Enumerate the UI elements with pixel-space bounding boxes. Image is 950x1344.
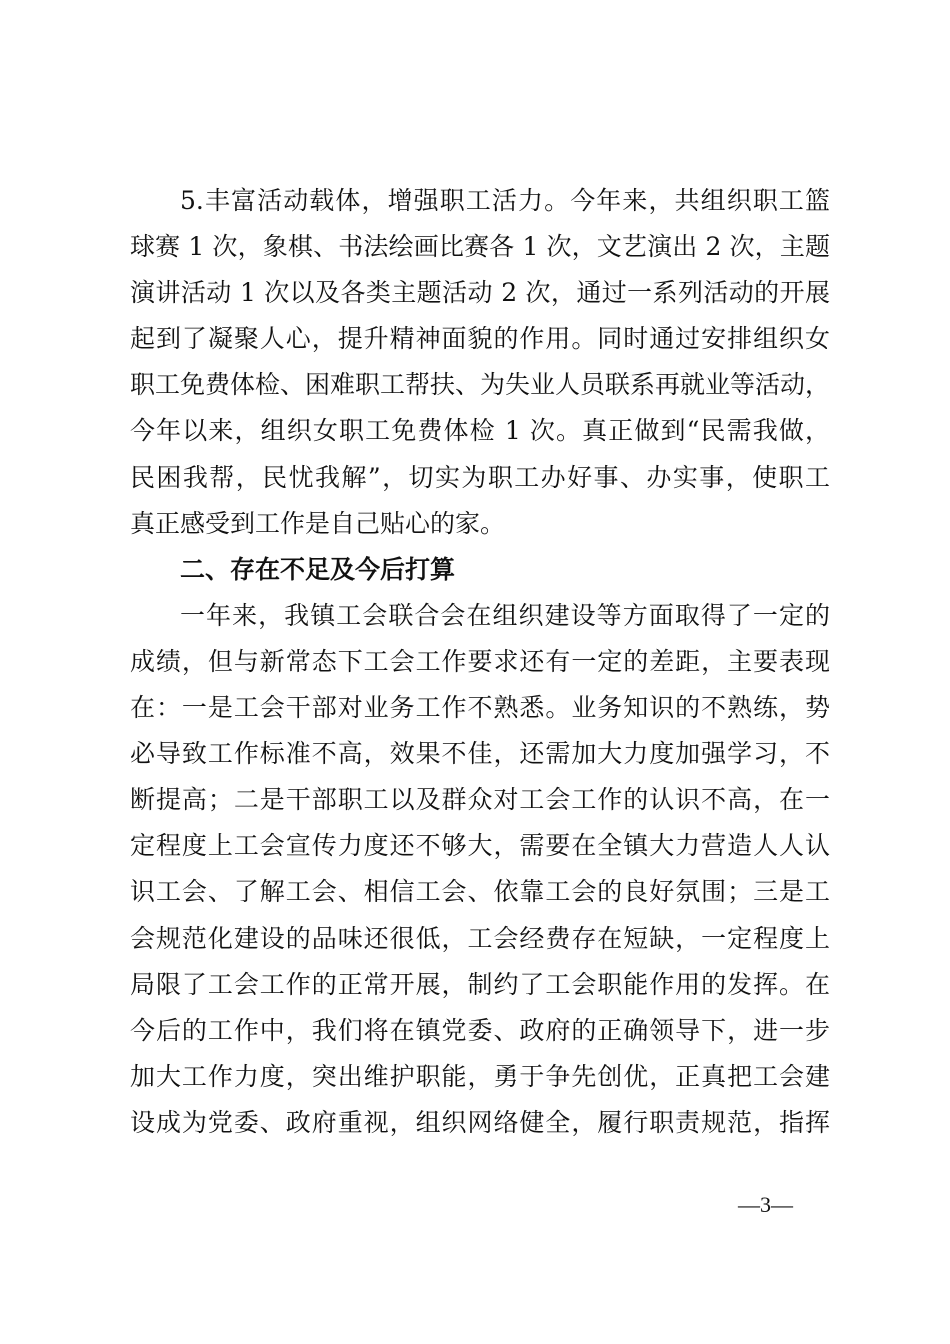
page-number: —3— <box>738 1192 793 1217</box>
text-line: 民困我帮，民忧我解”，切实为职工办好事、办实事，使职工 <box>130 462 830 492</box>
text-line: 一年来，我镇工会联合会在组织建设等方面取得了一定的 <box>180 600 830 630</box>
text-line: 定程度上工会宣传力度还不够大，需要在全镇大力营造人人认 <box>130 831 830 861</box>
paragraph-shortcomings <box>130 593 830 1146</box>
section-heading: 二、存在不足及今后打算 <box>180 554 456 584</box>
text-line: 今后的工作中，我们将在镇党委、政府的正确领导下，进一步 <box>130 1015 830 1045</box>
text-line: 今年以来，组织女职工免费体检 1 次。真正做到“民需我做， <box>130 416 830 446</box>
text-line: 在：一是工会干部对业务工作不熟悉。业务知识的不熟练，势 <box>130 693 830 723</box>
text-line: 5.丰富活动载体，增强职工活力。今年来，共组织职工篮 <box>180 186 830 215</box>
paragraph-activities <box>130 178 830 547</box>
text-line: 必导致工作标准不高，效果不佳，还需加大力度加强学习，不 <box>130 739 830 769</box>
text-line: 球赛 1 次，象棋、书法绘画比赛各 1 次，文艺演出 2 次，主题 <box>130 232 830 262</box>
text-line: 局限了工会工作的正常开展，制约了工会职能作用的发挥。在 <box>130 969 830 999</box>
document-body <box>130 178 830 1146</box>
text-line: 识工会、了解工会、相信工会、依靠工会的良好氛围；三是工 <box>130 877 830 907</box>
text-line: 起到了凝聚人心，提升精神面貌的作用。同时通过安排组织女 <box>130 324 830 354</box>
text-line: 断提高；二是干部职工以及群众对工会工作的认识不高，在一 <box>130 785 830 815</box>
text-line: 演讲活动 1 次以及各类主题活动 2 次，通过一系列活动的开展 <box>130 278 830 308</box>
text-line: 设成为党委、政府重视，组织网络健全，履行职责规范，指挥 <box>130 1107 830 1137</box>
text-line: 加大工作力度，突出维护职能，勇于争先创优，正真把工会建 <box>130 1061 830 1091</box>
text-line: 真正感受到工作是自己贴心的家。 <box>130 508 506 538</box>
text-line: 成绩，但与新常态下工会工作要求还有一定的差距，主要表现 <box>130 646 830 676</box>
text-line: 职工免费体检、困难职工帮扶、为失业人员联系再就业等活动， <box>130 370 831 400</box>
text-line: 会规范化建设的品味还很低，工会经费存在短缺，一定程度上 <box>130 923 830 953</box>
